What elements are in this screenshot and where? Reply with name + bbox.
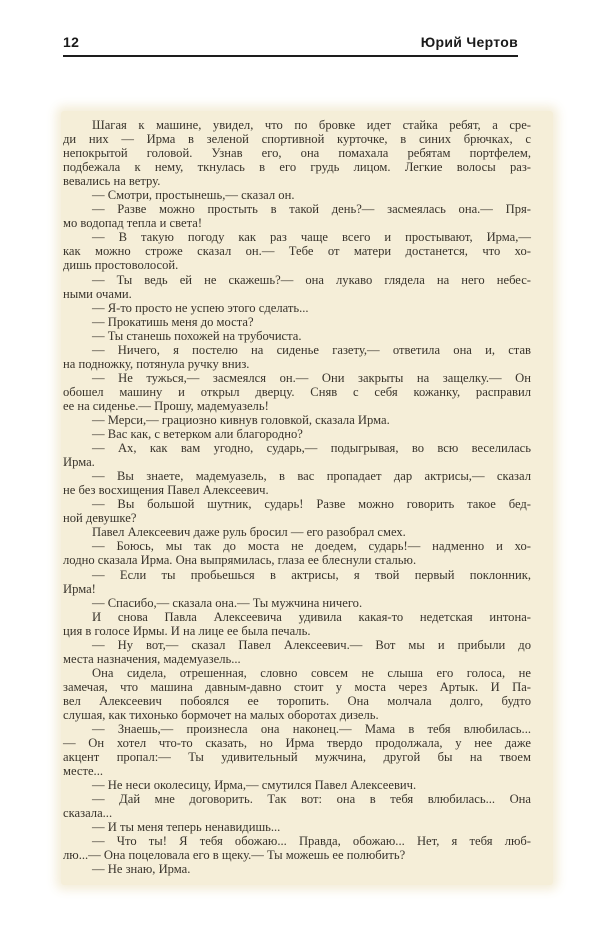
text-line: — Ну вот,— сказал Павел Алексеевич.— Вот мы и прибыли до xyxy=(92,637,531,652)
text-line: — Ничего, я постелю на сиденье газету,— ответила она и, став xyxy=(92,342,531,357)
text-line: — Вы знаете, мадемуазель, в вас пропадает дар актрисы,— сказал xyxy=(92,469,531,484)
text-line: Павел Алексеевич даже руль бросил — его разобрал смех. xyxy=(92,525,406,540)
text-line: — Что ты! Я тебя обожаю... Правда, обожаю... Нет, я тебя люб- xyxy=(92,834,531,849)
text-line: ными очами. xyxy=(63,286,132,301)
text-line: как можно строже сказал он.— Тебе от матери достанется, что хо- xyxy=(63,244,531,259)
text-line: сказала... xyxy=(63,806,113,821)
text-line: — Дай мне договорить. Так вот: она в тебя влюбилась... Она xyxy=(92,792,531,807)
body-text xyxy=(63,118,531,877)
text-line: — Ах, как вам угодно, сударь,— подыгрывая, во всю веселилась xyxy=(92,441,531,456)
text-line: ди них — Ирма в зеленой спортивной курточке, в синих брючках, с xyxy=(63,132,531,147)
text-line: подбежала к нему, ткнулась в его грудь лицом. Легкие волосы раз- xyxy=(63,160,531,175)
text-line: вевались на ветру. xyxy=(63,174,161,189)
text-line: вел Алексеевич побоялся ее торопить. Она молчала долго, будто xyxy=(63,693,531,708)
text-line: — Вас как, с ветерком али благородно? xyxy=(92,427,303,442)
text-line: — И ты меня теперь ненавидишь... xyxy=(92,820,281,835)
text-line: ной девушке? xyxy=(63,511,137,526)
text-line: — Ты станешь похожей на трубочиста. xyxy=(92,328,302,343)
text-line: места назначения, мадемуазель... xyxy=(63,651,241,666)
text-line: ция в голосе Ирмы. И на лице ее была печаль. xyxy=(63,623,311,638)
text-line: ее на сиденье.— Прошу, мадемуазель! xyxy=(63,398,269,413)
text-line: мо водопад тепла и света! xyxy=(63,216,203,231)
text-line: — Прокатишь меня до моста? xyxy=(92,314,254,329)
text-line: на подножку, потянула ручку вниз. xyxy=(63,356,250,371)
text-line: — Вы большой шутник, сударь! Разве можно говорить такое бед- xyxy=(92,497,531,512)
page-header xyxy=(63,34,518,57)
text-line: дишь простоволосой. xyxy=(63,258,179,273)
text-line: — Он хотел что-то сказать, но Ирма твердо продолжала, у нее даже xyxy=(63,736,531,751)
author-name: Юрий Чертов xyxy=(420,34,518,50)
text-line: — Спасибо,— сказала она.— Ты мужчина ничего. xyxy=(92,595,363,610)
text-line: лю...— Она поцеловала его в щеку.— Ты можешь ее полюбить? xyxy=(63,848,406,863)
text-line: И снова Павла Алексеевича удивила какая-то недетская интона- xyxy=(92,609,531,624)
text-line: замечая, что машина давным-давно стоит у моста через Артык. И Па- xyxy=(63,679,531,694)
text-line: — Боюсь, мы так до моста не доедем, сударь!— надменно и хо- xyxy=(92,539,531,554)
text-line: непокрытой головой. Узнав его, она помахала ребятам портфелем, xyxy=(63,146,531,161)
text-line: — Ты ведь ей не скажешь?— она лукаво глядела на него небес- xyxy=(92,272,531,287)
text-line: — Знаешь,— произнесла она наконец.— Мама в тебя влюбилась... xyxy=(92,722,531,737)
text-line: — Не знаю, Ирма. xyxy=(92,862,191,877)
text-line: Ирма! xyxy=(63,581,96,596)
text-line: слушая, как тихонько бормочет на малых оборотах дизель. xyxy=(63,707,379,722)
text-line: — Смотри, простынешь,— сказал он. xyxy=(92,188,295,203)
text-line: — Не тужься,— засмеялся он.— Они закрыты на защелку.— Он xyxy=(92,370,531,385)
text-line: акцент пропал:— Ты удивительный мужчина, другой бы на твоем xyxy=(63,750,531,765)
text-line: месте... xyxy=(63,764,104,779)
text-line: Она сидела, отрешенная, словно совсем не слыша его голоса, не xyxy=(92,665,531,680)
text-line: лодно сказала Ирма. Она выпрямилась, глаза ее блеснули сталью. xyxy=(63,553,417,568)
page-number: 12 xyxy=(63,34,80,50)
text-line: — Если ты пробьешься в актрисы, я твой первый поклонник, xyxy=(92,567,531,582)
text-line: Шагая к машине, увидел, что по бровке идет стайка ребят, а сре- xyxy=(92,118,531,132)
text-line: обошел машину и открыл дверцу. Сняв с себя кожанку, расправил xyxy=(63,384,531,399)
text-line: — Не неси околесицу, Ирма,— смутился Павел Алексеевич. xyxy=(92,778,417,793)
text-line: — Я-то просто не успею этого сделать... xyxy=(92,300,309,315)
text-line: — Мерси,— грациозно кивнув головкой, сказала Ирма. xyxy=(92,412,390,427)
text-line: — В такую погоду как раз чаще всего и простывают, Ирма,— xyxy=(92,230,531,245)
text-line: — Разве можно простыть в такой день?— засмеялась она.— Пря- xyxy=(92,202,531,217)
text-line: не без восхищения Павел Алексеевич. xyxy=(63,483,269,498)
text-line: Ирма. xyxy=(63,455,95,470)
